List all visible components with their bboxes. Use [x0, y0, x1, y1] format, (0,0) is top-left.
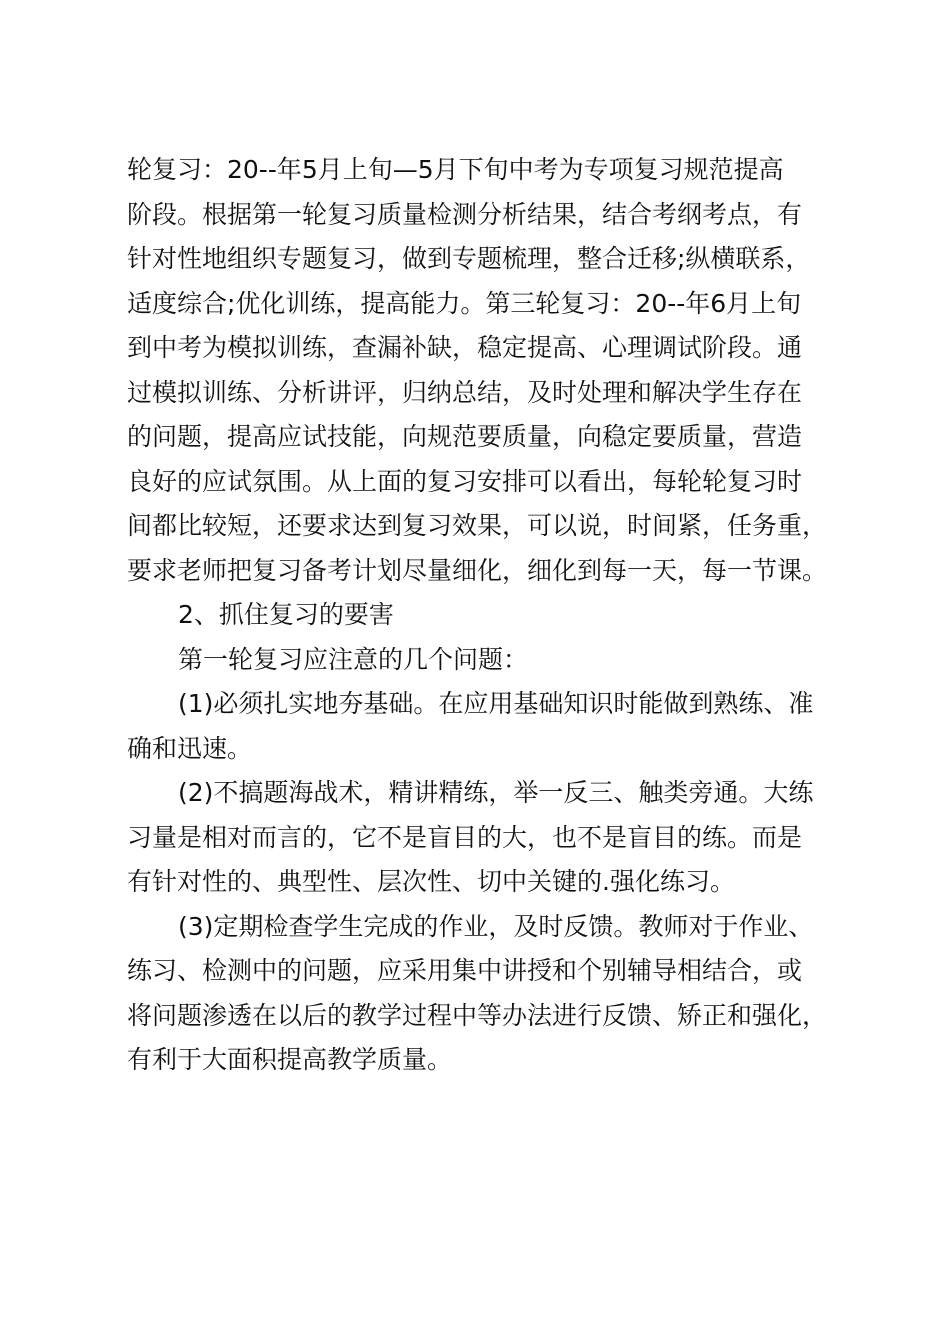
text-line: 针对性地组织专题复习，做到专题梳理，整合迁移;纵横联系，: [127, 244, 811, 273]
body-text: [127, 148, 837, 1083]
text-line: 阶段。根据第一轮复习质量检测分析结果，结合考纲考点，有: [127, 199, 803, 229]
text-line: 第一轮复习应注意的几个问题：: [178, 644, 529, 674]
text-line: (1)必须扎实地夯基础。在应用基础知识时能做到熟练、准: [178, 689, 814, 718]
text-line: (2)不搞题海战术，精讲精练，举一反三、触类旁通。大练: [178, 778, 814, 807]
text-line: 轮复习：20--年5月上旬—5月下旬中考为专项复习规范提高: [127, 155, 784, 184]
text-line: 有针对性的、典型性、层次性、切中关键的.强化练习。: [127, 867, 735, 896]
text-line: 良好的应试氛围。从上面的复习安排可以看出，每轮轮复习时: [127, 466, 803, 496]
text-line: 确和迅速。: [127, 733, 253, 763]
text-line: 的问题，提高应试技能，向规范要质量，向稳定要质量，营造: [127, 422, 803, 451]
text-line: 有利于大面积提高教学质量。: [127, 1045, 453, 1074]
text-line: 间都比较短，还要求达到复习效果，可以说，时间紧，任务重，: [127, 511, 828, 540]
text-line: (3)定期检查学生完成的作业，及时反馈。教师对于作业、: [178, 911, 814, 941]
text-line: 习量是相对而言的，它不是盲目的大，也不是盲目的练。而是: [127, 822, 803, 852]
text-line: 到中考为模拟训练，查漏补缺，稳定提高、心理调试阶段。通: [127, 333, 803, 362]
text-line: 要求老师把复习备考计划尽量细化，细化到每一天，每一节课。: [127, 555, 828, 585]
text-line: 将问题渗透在以后的教学过程中等办法进行反馈、矫正和强化，: [127, 1000, 828, 1030]
text-line: 2、抓住复习的要害: [178, 600, 394, 629]
text-line: 适度综合;优化训练，提高能力。第三轮复习：20--年6月上旬: [127, 288, 802, 318]
text-line: 过模拟训练、分析讲评，归纳总结，及时处理和解决学生存在: [127, 377, 803, 407]
text-line: 练习、检测中的问题，应采用集中讲授和个别辅导相结合，或: [127, 956, 803, 985]
